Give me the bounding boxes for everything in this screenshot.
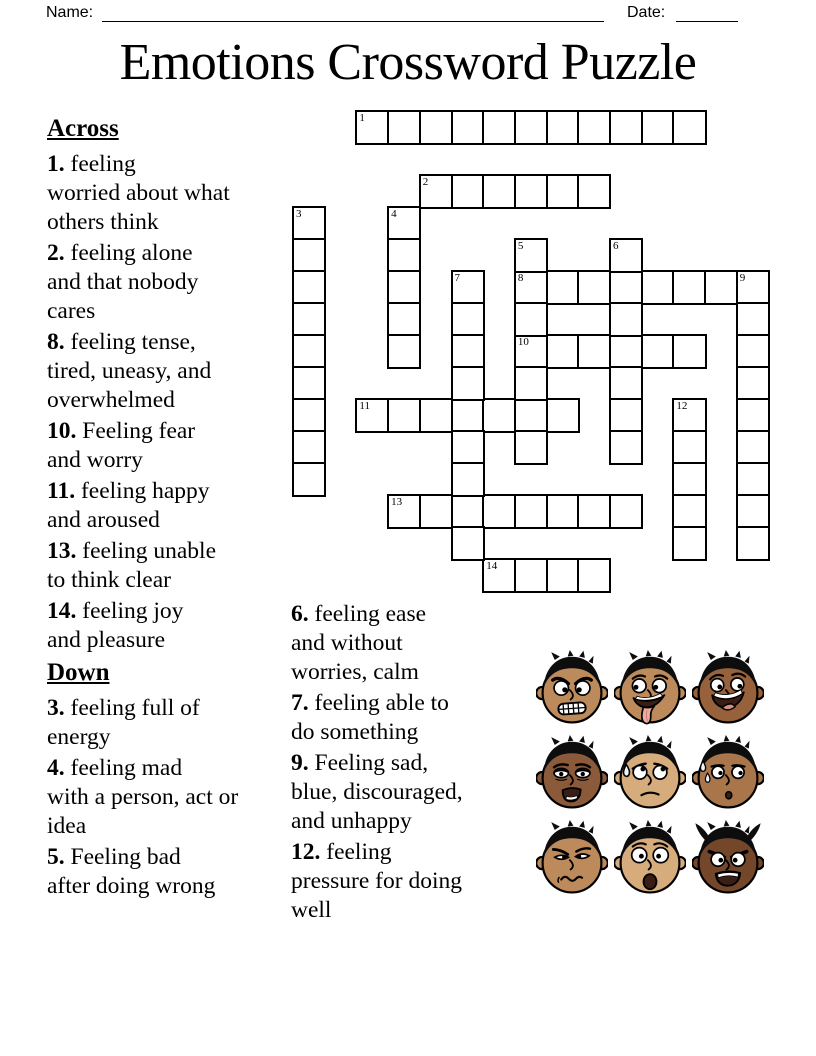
crossword-grid: [292, 110, 772, 596]
clues-left-column: [47, 113, 287, 903]
grid-cell-r6c5[interactable]: [451, 302, 485, 337]
clue-number: 3.: [47, 695, 65, 721]
grid-cell-r12c9[interactable]: [577, 494, 611, 529]
clue-down-12: 12. feeling pressure for doing well: [291, 839, 462, 923]
grid-cell-r7c9[interactable]: [577, 334, 611, 369]
clue-number: 1.: [47, 151, 65, 177]
grid-cell-r7c3[interactable]: [387, 334, 421, 369]
grid-cell-r13c14[interactable]: [736, 526, 770, 561]
grid-cell-r9c0[interactable]: [292, 398, 326, 433]
grid-cell-r2c6[interactable]: [482, 174, 516, 209]
grid-cell-r0c9[interactable]: [577, 110, 611, 145]
grid-cell-r9c8[interactable]: [546, 398, 580, 433]
grid-cell-r0c2[interactable]: [355, 110, 389, 145]
grid-cell-r11c14[interactable]: [736, 462, 770, 497]
clues-middle-column: [291, 600, 519, 927]
grid-cell-r6c10[interactable]: [609, 302, 643, 337]
grid-cell-r6c0[interactable]: [292, 302, 326, 337]
grid-cell-r2c4[interactable]: [419, 174, 453, 209]
grid-cell-r9c6[interactable]: [482, 398, 516, 433]
face-shocked-icon: [614, 820, 686, 898]
cell-number: 10: [517, 336, 529, 348]
down-clues-list-left: [47, 694, 287, 901]
grid-cell-r4c7[interactable]: [514, 238, 548, 273]
clue-number: 4.: [47, 755, 65, 781]
cell-number: 1: [359, 112, 365, 124]
cell-number: 13: [391, 496, 403, 508]
grid-cell-r0c3[interactable]: [387, 110, 421, 145]
clue-number: 5.: [47, 844, 65, 870]
grid-cell-r12c5[interactable]: [451, 494, 485, 529]
grid-cell-r12c8[interactable]: [546, 494, 580, 529]
face-annoyed-icon: [536, 820, 608, 898]
grid-cell-r5c3[interactable]: [387, 270, 421, 305]
grid-cell-r11c0[interactable]: [292, 462, 326, 497]
grid-cell-r12c4[interactable]: [419, 494, 453, 529]
grid-cell-r12c14[interactable]: [736, 494, 770, 529]
grid-cell-r4c3[interactable]: [387, 238, 421, 273]
cell-number: 11: [359, 400, 370, 412]
face-silly-icon: [614, 650, 686, 728]
grid-cell-r0c8[interactable]: [546, 110, 580, 145]
clue-down-9: 9. Feeling sad, blue, discouraged, and unhappy: [291, 750, 463, 834]
down-heading: Down: [47, 659, 110, 686]
clue-across-8: 8. feeling tense, tired, uneasy, and overwhelmed: [47, 329, 212, 413]
grid-cell-r7c12[interactable]: [672, 334, 706, 369]
clue-across-1: 1. feeling worried about what others think: [47, 151, 230, 235]
grid-cell-r8c14[interactable]: [736, 366, 770, 401]
grid-cell-r7c0[interactable]: [292, 334, 326, 369]
face-worried-icon: [614, 735, 686, 813]
cell-number: 4: [391, 208, 397, 220]
clue-number: 10.: [47, 418, 77, 444]
grid-cell-r2c9[interactable]: [577, 174, 611, 209]
grid-cell-r0c7[interactable]: [514, 110, 548, 145]
grid-cell-r3c3[interactable]: [387, 206, 421, 241]
grid-cell-r11c5[interactable]: [451, 462, 485, 497]
clue-across-11: 11. feeling happy and aroused: [47, 478, 210, 533]
clue-across-10: 10. Feeling fear and worry: [47, 418, 196, 473]
grid-cell-r9c14[interactable]: [736, 398, 770, 433]
grid-cell-r11c12[interactable]: [672, 462, 706, 497]
grid-cell-r12c3[interactable]: [387, 494, 421, 529]
grid-cell-r0c10[interactable]: [609, 110, 643, 145]
grid-cell-r6c14[interactable]: [736, 302, 770, 337]
clue-number: 7.: [291, 690, 309, 716]
grid-cell-r9c12[interactable]: [672, 398, 706, 433]
grid-cell-r3c0[interactable]: [292, 206, 326, 241]
grid-cell-r5c13[interactable]: [704, 270, 738, 305]
grid-cell-r7c7[interactable]: [514, 334, 548, 369]
clue-number: 14.: [47, 598, 77, 624]
cell-number: 5: [517, 240, 524, 252]
grid-cell-r10c7[interactable]: [514, 430, 548, 465]
cell-number: 3: [296, 208, 302, 220]
clue-down-4: 4. feeling mad with a person, act or idea: [47, 755, 239, 839]
grid-cell-r2c8[interactable]: [546, 174, 580, 209]
cell-number: 2: [422, 176, 429, 188]
clue-number: 11.: [47, 478, 76, 504]
date-blank-line[interactable]: [676, 5, 738, 22]
grid-cell-r0c4[interactable]: [419, 110, 453, 145]
grid-cell-r5c12[interactable]: [672, 270, 706, 305]
date-label: Date:: [627, 4, 666, 21]
clue-number: 2.: [47, 240, 65, 266]
clue-down-6: 6. feeling ease and without worries, calm: [291, 601, 427, 685]
grid-cell-r7c10[interactable]: [609, 334, 643, 369]
cell-number: 7: [454, 272, 460, 284]
grid-cell-r14c9[interactable]: [577, 558, 611, 593]
grid-cell-r9c3[interactable]: [387, 398, 421, 433]
grid-cell-r2c5[interactable]: [451, 174, 485, 209]
cell-number: 14: [486, 560, 498, 572]
grid-cell-r5c8[interactable]: [546, 270, 580, 305]
grid-cell-r12c10[interactable]: [609, 494, 643, 529]
grid-cell-r5c9[interactable]: [577, 270, 611, 305]
grid-cell-r5c0[interactable]: [292, 270, 326, 305]
grid-cell-r9c5[interactable]: [451, 398, 485, 433]
grid-cell-r2c7[interactable]: [514, 174, 548, 209]
grid-cell-r14c7[interactable]: [514, 558, 548, 593]
clue-number: 12.: [291, 839, 321, 865]
cell-number: 12: [676, 400, 688, 412]
grid-cell-r10c0[interactable]: [292, 430, 326, 465]
grid-cell-r14c8[interactable]: [546, 558, 580, 593]
face-frustrated-icon: [536, 650, 608, 728]
grid-cell-r8c7[interactable]: [514, 366, 548, 401]
grid-cell-r5c10[interactable]: [609, 270, 643, 305]
grid-cell-r14c6[interactable]: [482, 558, 516, 593]
grid-cell-r0c5[interactable]: [451, 110, 485, 145]
clue-down-3: 3. feeling full of energy: [47, 695, 200, 750]
grid-cell-r7c5[interactable]: [451, 334, 485, 369]
grid-cell-r5c7[interactable]: [514, 270, 548, 305]
face-devil-icon: [692, 820, 764, 898]
emotion-faces-grid: [533, 650, 767, 905]
grid-cell-r0c11[interactable]: [641, 110, 675, 145]
grid-cell-r7c11[interactable]: [641, 334, 675, 369]
face-laughing-icon: [692, 650, 764, 728]
grid-cell-r8c10[interactable]: [609, 366, 643, 401]
grid-cell-r8c0[interactable]: [292, 366, 326, 401]
grid-cell-r10c5[interactable]: [451, 430, 485, 465]
grid-cell-r10c10[interactable]: [609, 430, 643, 465]
grid-cell-r6c7[interactable]: [514, 302, 548, 337]
grid-cell-r5c14[interactable]: [736, 270, 770, 305]
cell-number: 6: [613, 240, 619, 252]
face-exhausted-icon: [536, 735, 608, 813]
grid-cell-r7c8[interactable]: [546, 334, 580, 369]
page-title: Emotions Crossword Puzzle: [119, 34, 697, 91]
grid-cell-r6c3[interactable]: [387, 302, 421, 337]
across-heading: Across: [47, 115, 119, 142]
grid-cell-r8c5[interactable]: [451, 366, 485, 401]
grid-cell-r12c6[interactable]: [482, 494, 516, 529]
grid-cell-r9c2[interactable]: [355, 398, 389, 433]
clue-number: 13.: [47, 538, 77, 564]
grid-cell-r4c0[interactable]: [292, 238, 326, 273]
cell-number: 9: [739, 272, 746, 284]
cell-number: 8: [517, 272, 524, 284]
name-label: Name:: [46, 4, 94, 21]
clue-across-14: 14. feeling joy and pleasure: [47, 598, 184, 653]
across-clues-list: [47, 150, 287, 655]
clue-across-2: 2. feeling alone and that nobody cares: [47, 240, 199, 324]
name-blank-line[interactable]: [102, 5, 604, 22]
clue-down-7: 7. feeling able to do something: [291, 690, 449, 745]
grid-cell-r4c10[interactable]: [609, 238, 643, 273]
grid-cell-r5c11[interactable]: [641, 270, 675, 305]
clue-down-5: 5. Feeling bad after doing wrong: [47, 844, 216, 899]
clue-across-13: 13. feeling unable to think clear: [47, 538, 217, 593]
grid-cell-r9c7[interactable]: [514, 398, 548, 433]
clue-number: 8.: [47, 329, 65, 355]
grid-cell-r13c5[interactable]: [451, 526, 485, 561]
grid-cell-r13c12[interactable]: [672, 526, 706, 561]
clue-number: 6.: [291, 601, 309, 627]
grid-cell-r7c14[interactable]: [736, 334, 770, 369]
grid-cell-r12c12[interactable]: [672, 494, 706, 529]
clue-number: 9.: [291, 750, 309, 776]
grid-cell-r12c7[interactable]: [514, 494, 548, 529]
grid-cell-r9c4[interactable]: [419, 398, 453, 433]
grid-cell-r5c5[interactable]: [451, 270, 485, 305]
grid-cell-r9c10[interactable]: [609, 398, 643, 433]
down-clues-list-middle: [291, 600, 519, 925]
grid-cell-r10c14[interactable]: [736, 430, 770, 465]
face-anxious-icon: [692, 735, 764, 813]
grid-cell-r0c12[interactable]: [672, 110, 706, 145]
grid-cell-r0c6[interactable]: [482, 110, 516, 145]
grid-cell-r10c12[interactable]: [672, 430, 706, 465]
